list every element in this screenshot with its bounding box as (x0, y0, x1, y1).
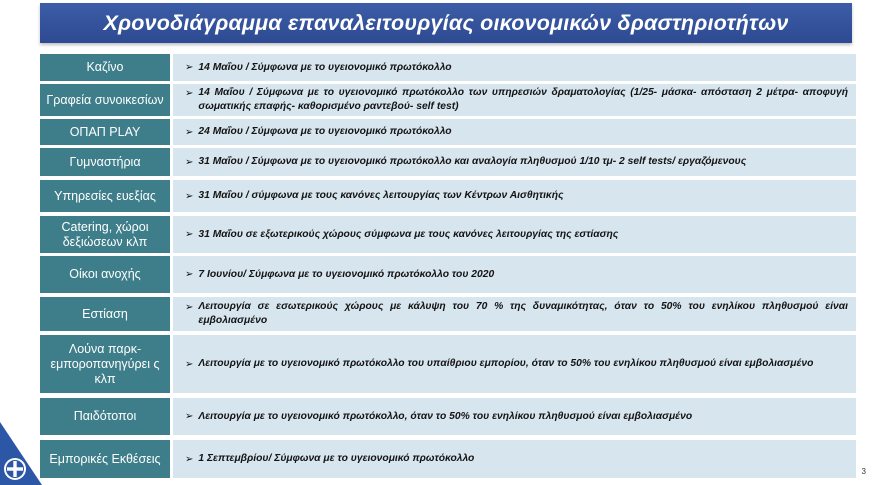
row-label: Καζίνο (40, 54, 170, 81)
row-label: Παιδότοποι (40, 398, 170, 435)
row-description (173, 398, 856, 435)
arrow-bullet-icon: ➢ (185, 62, 194, 73)
row-description (173, 335, 856, 393)
arrow-bullet-icon: ➢ (185, 126, 194, 138)
arrow-bullet-icon: ➢ (185, 301, 194, 313)
row-text: Λειτουργία με το υγειονομικό πρωτόκολλο, όταν το 50% του ενηλίκου πληθυσμού είναι εμβολιασμένο (198, 410, 693, 422)
schedule-row (40, 398, 856, 435)
arrow-bullet-icon: ➢ (185, 87, 194, 99)
row-description (173, 216, 856, 253)
row-text: 31 Μαΐου / Σύμφωνα με το υγειονομικό πρωτόκολλο και αναλογία πληθυσμού 1/10 τμ- 2 self tests/ εργαζόμενους (198, 156, 747, 167)
row-label: Εστίαση (40, 297, 170, 331)
row-text: Λειτουργία σε εσωτερικούς χώρους με κάλυψη του 70 % της δυναμικότητας, όταν το 50% του ενηλίκου πληθυσμού είναι εμβολιασμένο (198, 301, 848, 326)
row-description (173, 180, 856, 212)
schedule-row (40, 440, 856, 478)
row-label: Οίκοι ανοχής (40, 256, 170, 293)
row-description (173, 297, 856, 331)
arrow-bullet-icon: ➢ (185, 229, 194, 240)
row-label: Υπηρεσίες ευεξίας (40, 180, 170, 212)
row-description (173, 54, 856, 81)
greek-cross-emblem-icon (0, 422, 42, 485)
schedule-row (40, 297, 856, 331)
row-label: ΟΠΑΠ PLAY (40, 119, 170, 145)
arrow-bullet-icon: ➢ (185, 411, 194, 422)
schedule-row (40, 180, 856, 212)
row-label: Λούνα παρκ- εμποροπανηγύρει ς κλπ (40, 335, 170, 393)
row-label: Catering, χώροι δεξιώσεων κλπ (40, 216, 170, 253)
row-label: Γυμναστήρια (40, 148, 170, 176)
row-text: 14 Μαΐου / Σύμφωνα με το υγειονομικό πρωτόκολλο (198, 61, 452, 73)
schedule-row (40, 84, 856, 116)
schedule-row (40, 148, 856, 176)
row-description (173, 119, 856, 145)
row-text: 31 Μαΐου / σύμφωνα με τους κανόνες λειτουργίας των Κέντρων Αισθητικής (198, 190, 564, 201)
row-description (173, 148, 856, 176)
arrow-bullet-icon: ➢ (185, 269, 194, 280)
row-description (173, 440, 856, 478)
page-number: 3 (861, 467, 866, 476)
row-description (173, 256, 856, 293)
row-text: Λειτουργία με το υγειονομικό πρωτόκολλο του υπαίθριου εμπορίου, όταν το 50% του ενηλίκου πληθυσμού είναι εμβολιασμένο (198, 358, 814, 369)
schedule-row (40, 335, 856, 393)
arrow-bullet-icon: ➢ (185, 453, 194, 465)
row-text: 7 Ιουνίου/ Σύμφωνα με το υγειονομικό πρωτόκολλο του 2020 (198, 268, 495, 280)
page-title: Χρονοδιάγραμμα επαναλειτουργίας οικονομικών δραστηριοτήτων (103, 10, 789, 35)
schedule-row (40, 54, 856, 81)
arrow-bullet-icon: ➢ (185, 358, 194, 370)
arrow-bullet-icon: ➢ (185, 190, 194, 202)
schedule-row (40, 119, 856, 145)
arrow-bullet-icon: ➢ (185, 156, 194, 168)
row-description (173, 84, 856, 116)
row-text: 14 Μαΐου / Σύμφωνα με το υγειονομικό πρωτόκολλο των υπηρεσιών δραματολογίας (1/25- μάσκα- απόσταση 2 μέτρα- αποφυγή σωματικής επαφής- καθορισμένο ραντεβού- self test) (198, 87, 848, 112)
row-text: 24 Μαΐου / Σύμφωνα με το υγειονομικό πρωτόκολλο (198, 126, 452, 137)
schedule-row (40, 256, 856, 293)
schedule-row (40, 216, 856, 253)
row-label: Εμπορικές Εκθέσεις (40, 440, 170, 478)
row-text: 31 Μαΐου σε εξωτερικούς χώρους σύμφωνα με τους κανόνες λειτουργίας της εστίασης (198, 228, 619, 240)
row-label: Γραφεία συνοικεσίων (40, 84, 170, 116)
row-text: 1 Σεπτεμβρίου/ Σύμφωνα με το υγειονομικό πρωτόκολλο (198, 453, 475, 464)
title-bar (40, 3, 852, 43)
